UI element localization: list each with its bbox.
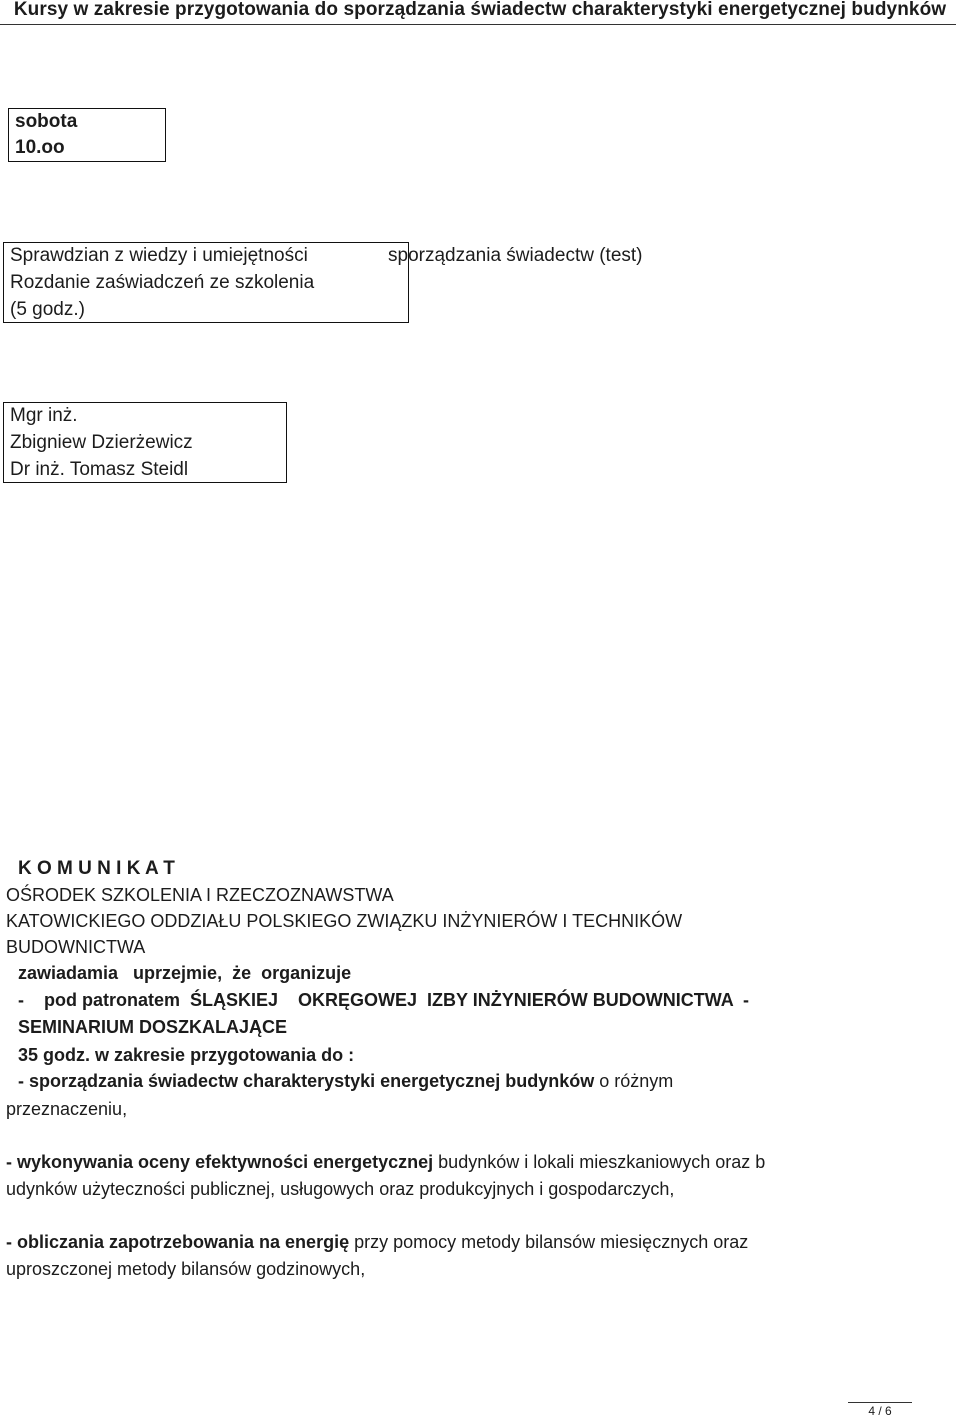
announce-line: zawiadamia uprzejmie, że organizuje: [18, 963, 352, 983]
item-1-line-2: przeznaczeniu,: [6, 1099, 128, 1119]
seminar-title: SEMINARIUM DOSZKALAJĄCE: [18, 1017, 288, 1037]
item-3-rest: przy pomocy metody bilansów miesięcznych oraz: [349, 1232, 749, 1252]
item-1-line-1: [18, 1068, 673, 1094]
communique-heading: K O M U N I K A T: [18, 858, 175, 879]
item-2-bold: wykonywania oceny efektywności energetycznej: [17, 1152, 434, 1172]
org-line-2: KATOWICKIEGO ODDZIAŁU POLSKIEGO ZWIĄZKU INŻYNIERÓW I TECHNIKÓW: [6, 911, 683, 931]
item-1-bold: - sporządzania świadectw charakterystyki energetycznej budynków: [18, 1071, 595, 1091]
org-line-3: BUDOWNICTWA: [6, 937, 146, 957]
item-3-line-2: uproszczonej metody bilansów godzinowych,: [6, 1259, 366, 1279]
item-3-line-1: [6, 1229, 748, 1255]
item-2-rest: budynków i lokali mieszkaniowych oraz b: [433, 1152, 766, 1172]
item-2-line-1: [6, 1149, 765, 1175]
item-3-dash: -: [6, 1232, 17, 1252]
patron-line: - pod patronatem ŚLĄSKIEJ OKRĘGOWEJ IZBY INŻYNIERÓW BUDOWNICTWA -: [18, 990, 750, 1010]
org-line-1: OŚRODEK SZKOLENIA I RZECZOZNAWSTWA: [6, 885, 394, 905]
schedule-day: sobota: [15, 111, 78, 132]
item-2-line-2: udynków użyteczności publicznej, usługowych oraz produkcyjnych i gospodarczych,: [6, 1179, 675, 1199]
instructors-box: [3, 402, 287, 483]
instructor-title-1: Mgr inż.: [10, 405, 78, 426]
hours-line: 35 godz. w zakresie przygotowania do :: [18, 1045, 355, 1065]
schedule-box: [8, 108, 166, 162]
test-line-3: (5 godz.): [10, 299, 85, 320]
page-header-title: Kursy w zakresie przygotowania do sporządzania świadectw charakterystyki energetycznej budynków: [13, 0, 947, 20]
page-number: 4 / 6: [868, 1404, 892, 1418]
test-line-1-end: sporządzania świadectw (test): [388, 245, 643, 266]
test-line-2: Rozdanie zaświadczeń ze szkolenia: [10, 272, 315, 293]
schedule-time: 10.oo: [15, 137, 65, 158]
item-2-dash: -: [6, 1152, 17, 1172]
item-1-rest: o różnym: [594, 1071, 674, 1091]
test-line-1-start: Sprawdzian z wiedzy i umiejętności: [10, 245, 308, 266]
test-box: [3, 242, 643, 323]
footer-divider: [848, 1402, 912, 1403]
header-divider: [0, 24, 956, 25]
instructor-name-1: Zbigniew Dzierżewicz: [10, 432, 193, 453]
item-3-bold: obliczania zapotrzebowania na energię: [17, 1232, 350, 1252]
instructor-2: Dr inż. Tomasz Steidl: [10, 459, 189, 480]
